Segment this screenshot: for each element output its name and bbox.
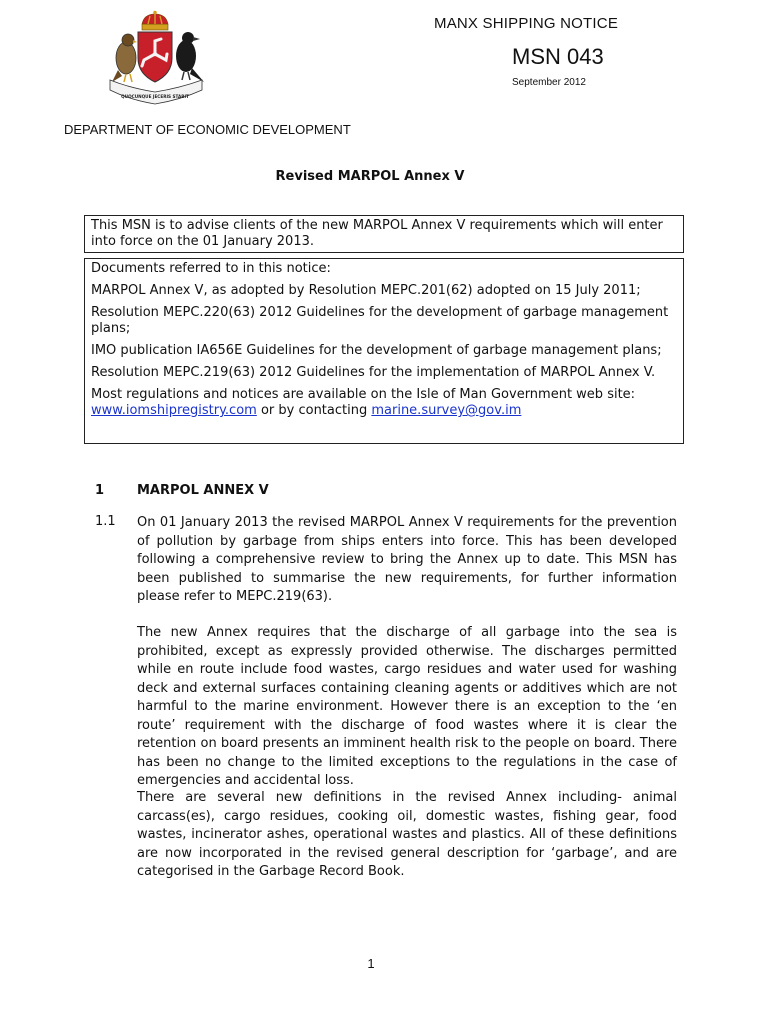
references-footer [91, 387, 677, 419]
paragraph-1: On 01 January 2013 the revised MARPOL Annex V requirements for the prevention of pollution by garbage from ships enters into force. This has been developed following a comprehensive review to bring the Annex up to date. This MSN has been published to summarise the new requirements, for further information please refer to MEPC.219(63). [137, 515, 677, 604]
website-link[interactable]: www.iomshipregistry.com [91, 403, 257, 418]
page-number: 1 [367, 956, 375, 971]
email-link[interactable]: marine.survey@gov.im [371, 403, 522, 418]
raven-icon [176, 32, 204, 82]
intro-text: This MSN is to advise clients of the new MARPOL Annex V requirements which will enter into force on the 01 January 2013. [91, 218, 663, 249]
coat-of-arms-icon [100, 10, 212, 110]
msn-date: September 2012 [512, 77, 586, 88]
falcon-icon [112, 34, 137, 82]
reference-item: Resolution MEPC.220(63) 2012 Guidelines for the development of garbage management plans; [91, 305, 669, 336]
reference-item: Resolution MEPC.219(63) 2012 Guidelines for the implementation of MARPOL Annex V. [91, 365, 656, 380]
paragraph-3: There are several new definitions in the revised Annex including- animal carcass(es), cargo residues, cooking oil, domestic wastes, fishing gear, food wastes, incinerator ashes, operational wastes and plastics. All of these definitions are now incorporated in the revised general description for ‘garbage’, and are categorised in the Garbage Record Book. [137, 790, 677, 879]
department-name: DEPARTMENT OF ECONOMIC DEVELOPMENT [64, 122, 351, 137]
crest-motto-text: QUOCUNQUE JECERIS STABIT [121, 94, 189, 99]
references-footer-text: Most regulations and notices are available on the Isle of Man Government web site: [91, 387, 636, 402]
crown-icon [142, 11, 168, 30]
reference-item: IMO publication IA656E Guidelines for the development of garbage management plans; [91, 343, 662, 358]
references-heading: Documents referred to in this notice: [91, 261, 331, 276]
section-title: MARPOL ANNEX V [137, 483, 269, 498]
paragraph-number: 1.1 [95, 514, 116, 529]
section-number: 1 [95, 483, 105, 498]
notice-type: MANX SHIPPING NOTICE [434, 15, 619, 32]
reference-item: MARPOL Annex V, as adopted by Resolution MEPC.201(62) adopted on 15 July 2011; [91, 283, 641, 298]
paragraph-2: The new Annex requires that the discharge of all garbage into the sea is prohibited, except as expressly provided otherwise. The discharges permitted while en route include food wastes, cargo residues and water used for washing deck and external surfaces containing cleaning agents or additives which are not harmful to the marine environment. However there is an exception to the ‘en route’ requirement with the discharge of food wastes where it is clear the retention on board presents an imminent health risk to the people on board. There has been no change to the limited exceptions to the regulations in the case of emergencies and accidental loss. [137, 625, 677, 788]
document-title: Revised MARPOL Annex V [275, 169, 465, 184]
motto-scroll-icon [110, 80, 202, 104]
link-joiner-text: or by contacting [256, 403, 372, 418]
references-box [84, 258, 684, 444]
intro-box [84, 215, 684, 253]
msn-number: MSN 043 [512, 44, 604, 69]
